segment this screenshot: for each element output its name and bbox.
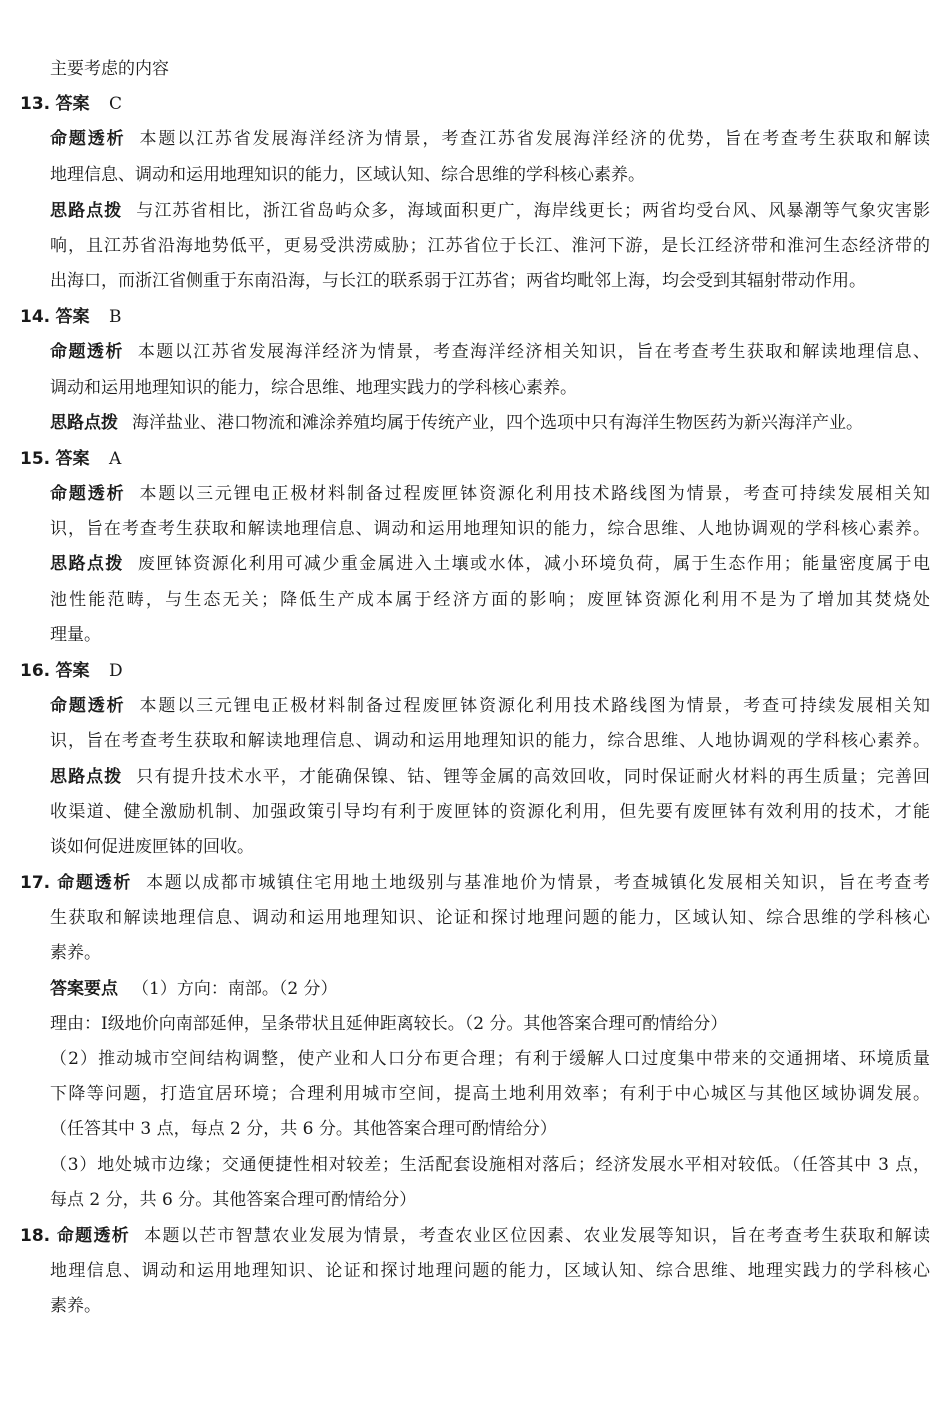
- text-line: （1）方向：南部。（2 分）: [132, 979, 338, 999]
- q15-hint-line: [50, 553, 930, 575]
- text-line: 识，旨在考查考生获取和解读地理信息、调动和运用地理知识的能力，综合思维、人地协调观的学科核心素养。: [50, 519, 930, 539]
- text-line: （2）推动城市空间结构调整，使产业和人口分布更合理；有利于缓解人口过度集中带来的交通拥堵、环境质量: [50, 1049, 930, 1069]
- text-line: 素养。: [50, 943, 101, 963]
- question-number: 17.: [20, 873, 51, 893]
- analysis-label: 命题透析: [57, 873, 133, 893]
- text-line: （任答其中 3 点，每点 2 分，共 6 分。其他答案合理可酌情给分）: [50, 1119, 557, 1139]
- q16-analysis-line: [50, 695, 930, 717]
- text-line: 地理信息、调动和运用地理知识、论证和探讨地理问题的能力，区域认知、综合思维、地理实践力的学科核心: [50, 1261, 930, 1281]
- question-number: 16.: [20, 661, 51, 681]
- analysis-label: 命题透析: [50, 484, 126, 504]
- keypoints-label: 答案要点: [50, 979, 118, 999]
- text-line: 谈如何促进废匣钵的回收。: [50, 837, 254, 857]
- q15-analysis-line: [50, 518, 930, 540]
- hint-label: 思路点拨: [50, 201, 123, 221]
- answer-label: 答案: [55, 307, 90, 327]
- text-line: 下降等问题，打造宜居环境；合理利用城市空间，提高土地利用效率；有利于中心城区与其他区域协调发展。: [50, 1084, 930, 1104]
- q14-analysis-line: [50, 341, 930, 363]
- q13-analysis-line: [50, 164, 645, 186]
- text-line: 本题以成都市城镇住宅用地土地级别与基准地价为情景，考查城镇化发展相关知识，旨在考查考: [146, 873, 931, 893]
- q15-answer-row: [20, 448, 121, 470]
- text-line: 识，旨在考查考生获取和解读地理信息、调动和运用地理知识的能力，综合思维、人地协调观的学科核心素养。: [50, 731, 930, 751]
- text-line: 出海口，而浙江省侧重于东南沿海，与长江的联系弱于江苏省；两省均毗邻上海，均会受到其辐射带动作用。: [50, 271, 866, 291]
- text-line: 主要考虑的内容: [50, 59, 169, 79]
- q16-hint-line: [50, 836, 254, 858]
- analysis-label: 命题透析: [56, 1226, 131, 1246]
- analysis-label: 命题透析: [50, 342, 124, 362]
- answer-value: B: [108, 307, 122, 327]
- text-line: 收渠道、健全激励机制、加强政策引导均有利于废匣钵的资源化利用，但先要有废匣钵有效利用的技术，才能: [50, 802, 930, 822]
- continued-text: [50, 58, 169, 80]
- text-line: 地理信息、调动和运用地理知识的能力，区域认知、综合思维的学科核心素养。: [50, 165, 645, 185]
- q18-analysis-line: [50, 1295, 101, 1317]
- q17-analysis-line: [50, 907, 930, 929]
- q17-analysis-line: [20, 872, 930, 894]
- answer-label: 答案: [55, 94, 90, 114]
- analysis-label: 命题透析: [50, 129, 126, 149]
- q16-hint-line: [50, 766, 930, 788]
- text-line: 本题以芒市智慧农业发展为情景，考查农业区位因素、农业发展等知识，旨在考查考生获取和解读: [144, 1226, 931, 1246]
- q18-analysis-line: [50, 1260, 930, 1282]
- q13-answer-row: [20, 93, 122, 115]
- text-line: 废匣钵资源化利用可减少重金属进入土壤或水体，减小环境负荷，属于生态作用；能量密度属于电: [137, 554, 931, 574]
- hint-label: 思路点拨: [50, 413, 118, 433]
- hint-label: 思路点拨: [50, 767, 123, 787]
- text-line: 与江苏省相比，浙江省岛屿众多，海域面积更广，海岸线更长；两省均受台风、风暴潮等气象灾害影: [136, 201, 931, 221]
- q13-hint-line: [50, 270, 866, 292]
- q17-keypoints-line: [50, 1189, 416, 1211]
- q13-hint-line: [50, 235, 930, 257]
- answer-label: 答案: [55, 449, 90, 469]
- question-number: 13.: [20, 94, 51, 114]
- text-line: 素养。: [50, 1296, 101, 1316]
- text-line: 本题以三元锂电正极材料制备过程废匣钵资源化利用技术路线图为情景，考查可持续发展相关知: [139, 696, 931, 716]
- answer-value: C: [108, 94, 122, 114]
- q13-analysis-line: [50, 128, 930, 150]
- text-line: 响，且江苏省沿海地势低平，更易受洪涝威胁；江苏省位于长江、淮河下游，是长江经济带和淮河生态经济带的: [50, 236, 930, 256]
- text-line: 每点 2 分，共 6 分。其他答案合理可酌情给分）: [50, 1190, 417, 1210]
- text-line: 池性能范畴，与生态无关；降低生产成本属于经济方面的影响；废匣钵资源化利用不是为了增加其焚烧处: [50, 590, 930, 610]
- text-line: 海洋盐业、港口物流和滩涂养殖均属于传统产业，四个选项中只有海洋生物医药为新兴海洋产业。: [132, 413, 863, 433]
- q16-hint-line: [50, 801, 930, 823]
- question-number: 15.: [20, 449, 51, 469]
- question-number: 14.: [20, 307, 51, 327]
- answer-value: D: [108, 661, 123, 681]
- text-line: 本题以三元锂电正极材料制备过程废匣钵资源化利用技术路线图为情景，考查可持续发展相关知: [139, 484, 931, 504]
- q17-keypoints-line: [50, 1083, 930, 1105]
- hint-label: 思路点拨: [50, 554, 124, 574]
- q15-hint-line: [50, 624, 101, 646]
- q17-keypoints-line: [50, 1118, 557, 1140]
- answer-label: 答案: [55, 661, 90, 681]
- q17-keypoints-line: [50, 978, 338, 1000]
- text-line: 理量。: [50, 625, 101, 645]
- q15-analysis-line: [50, 483, 930, 505]
- q15-hint-line: [50, 589, 930, 611]
- q13-hint-line: [50, 200, 930, 222]
- q17-analysis-line: [50, 942, 101, 964]
- q14-answer-row: [20, 306, 121, 328]
- question-number: 18.: [20, 1226, 51, 1246]
- analysis-label: 命题透析: [50, 696, 126, 716]
- text-line: 生获取和解读地理信息、调动和运用地理知识、论证和探讨地理问题的能力，区域认知、综合思维的学科核心: [50, 908, 930, 928]
- q16-answer-row: [20, 660, 123, 682]
- answer-value: A: [108, 449, 122, 469]
- text-line: 只有提升技术水平，才能确保镍、钴、锂等金属的高效回收，同时保证耐火材料的再生质量；完善回: [136, 767, 931, 787]
- q18-analysis-line: [20, 1225, 930, 1247]
- q17-keypoints-line: [50, 1154, 930, 1176]
- q17-keypoints-line: [50, 1013, 727, 1035]
- text-line: 理由：Ⅰ级地价向南部延伸，呈条带状且延伸距离较长。（2 分。其他答案合理可酌情给分）: [50, 1014, 728, 1034]
- text-line: （3）地处城市边缘；交通便捷性相对较差；生活配套设施相对落后；经济发展水平相对较低。（任答其中 3 点，: [50, 1155, 930, 1175]
- q16-analysis-line: [50, 730, 930, 752]
- text-line: 调动和运用地理知识的能力，综合思维、地理实践力的学科核心素养。: [50, 378, 577, 398]
- q17-keypoints-line: [50, 1048, 930, 1070]
- q14-analysis-line: [50, 377, 577, 399]
- q14-hint-line: [50, 412, 863, 434]
- text-line: 本题以江苏省发展海洋经济为情景，考查江苏省发展海洋经济的优势，旨在考查考生获取和解读: [139, 129, 931, 149]
- text-line: 本题以江苏省发展海洋经济为情景，考查海洋经济相关知识，旨在考查考生获取和解读地理信息、: [137, 342, 931, 362]
